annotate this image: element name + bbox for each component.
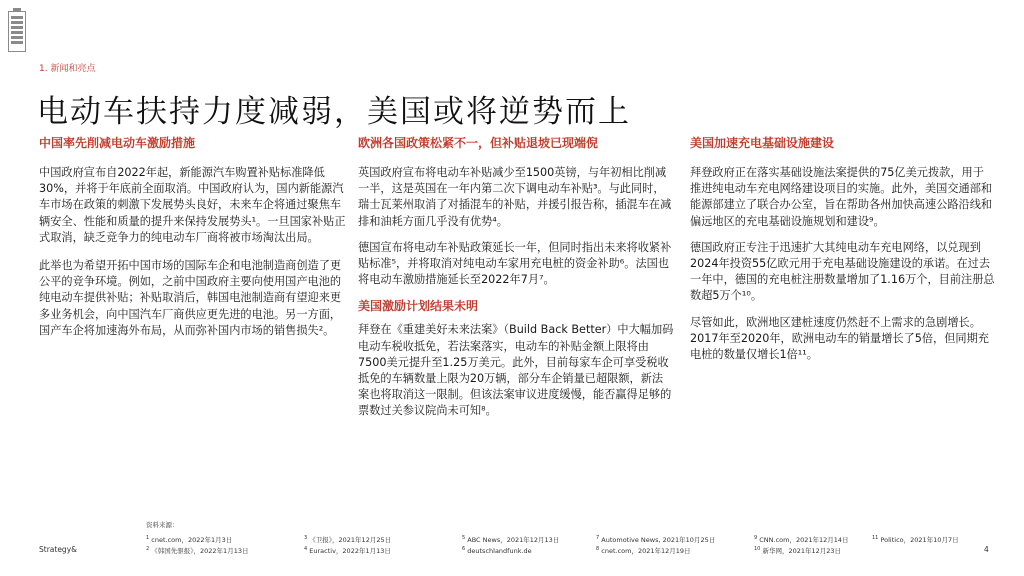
section-label: 1. 新闻和亮点 xyxy=(39,64,96,74)
paragraph: 德国政府正专注于迅速扩大其纯电动车充电网络，以兑现到2024年投资55亿欧元用于充电基础设施建设的承诺。在过去一年中，德国的充电桩注册数量增加了1.16万个，目前注册总数超5万个¹⁰。 xyxy=(690,240,995,303)
column-charging xyxy=(690,135,995,375)
footnote: $^1$ cnet.com，2022年1月3日 xyxy=(146,535,233,545)
brand-label: Strategy& xyxy=(39,545,77,554)
paragraph: 此举也为希望开拓中国市场的国际车企和电池制造商创造了更公平的竞争环境。例如，之前中国政府主要向使用国产电池的纯电动车提供补贴；补贴取消后，韩国电池制造商有望迎来更多业务机会，向中国汽车厂商供应更先进的电池。另一方面，国产车企将加速海外布局，从而弥补国内市场的销售损失²。 xyxy=(39,259,342,337)
sources-label: 资料来源： xyxy=(146,521,179,529)
footnote: $^6$ deutschlandfunk.de xyxy=(462,546,532,556)
paragraph: 德国宣布将电动车补贴政策延长一年，但同时指出未来将收紧补贴标准⁵，并将取消对纯电动车家用充电桩的资金补助⁶。法国也将电动车激励措施延长至2022年7月⁷。 xyxy=(358,240,672,287)
column-subheading: 美国激励计划结果未明 xyxy=(358,299,479,314)
footnote: $^4$ Euractiv，2022年1月13日 xyxy=(304,546,391,556)
footnote: $^7$ Automotive News, 2021年10月25日 xyxy=(596,535,716,545)
footnote: $^5$ ABC News，2021年12月13日 xyxy=(462,535,560,545)
column-heading: 美国加速充电基础设施建设 xyxy=(690,136,835,150)
paragraph: 中国政府宣布自2022年起，新能源汽车购置补贴标准降低30%，并将于年底前全面取消。中国政府认为，国内新能源汽车市场在政策的刺激下发展势头良好，未来车企将通过聚焦车辆安全、性能和质量的提升来保持发展势头¹。一旦国家补贴正式取消，缺乏竞争力的纯电动车厂商将被市场淘汰出局。 xyxy=(39,166,346,244)
paragraph: 尽管如此，欧洲地区建桩速度仍然赶不上需求的急剧增长。2017年至2020年，欧洲电动车的销量增长了5倍，但同期充电桩的数量仅增长1倍¹¹。 xyxy=(690,315,989,362)
page-title: 电动车扶持力度减弱，美国或将逆势而上 xyxy=(37,94,631,130)
footnote: $^3$ 《卫报》，2021年12月25日 xyxy=(304,535,392,545)
battery-icon xyxy=(8,8,26,52)
column-china xyxy=(39,135,352,351)
column-heading: 中国率先削减电动车激励措施 xyxy=(39,136,196,150)
paragraph: 拜登政府正在落实基础设施法案提供的75亿美元拨款，用于推进纯电动车充电网络建设项目的实施。此外，美国交通部和能源部建立了联合办公室，旨在帮助各州加快高速公路沿线和偏远地区的充电基础设施规划和建设⁹。 xyxy=(690,166,993,228)
column-europe-us xyxy=(358,135,674,432)
paragraph: 英国政府宣布将电动车补贴减少至1500英镑，与年初相比削减一半，这是英国在一年内第二次下调电动车补贴³。与此同时，瑞士瓦莱州取消了对插混车的补贴，并援引报告称，插混车在减排和油耗方面几乎没有优势⁴。 xyxy=(358,166,672,228)
footnote: $^2$ 《韩国先驱报》，2022年1月13日 xyxy=(146,546,249,556)
footnote: $^{10}$ 新华网，2021年12月23日 xyxy=(754,546,842,556)
column-heading: 欧洲各国政策松紧不一，但补贴退坡已现端倪 xyxy=(358,136,599,150)
footnote: $^9$ CNN.com，2021年12月14日 xyxy=(754,535,849,545)
footnote: $^{11}$ Politico，2021年10月7日 xyxy=(872,535,959,545)
page-number: 4 xyxy=(984,545,989,554)
footnote: $^8$ cnet.com，2021年12月19日 xyxy=(596,546,691,556)
paragraph: 拜登在《重建美好未来法案》（Build Back Better）中大幅加码电动车税收抵免，若法案落实，电动车的补贴金额上限将由7500美元提升至1.25万美元。此外，目前每家车企可享受税收抵免的车辆数量上限为20万辆，部分车企销量已超限额，新法案也将取消这一限制。但该法案审议进度缓慢，能否赢得足够的票数过关参议院尚未可知⁸。 xyxy=(358,323,674,418)
